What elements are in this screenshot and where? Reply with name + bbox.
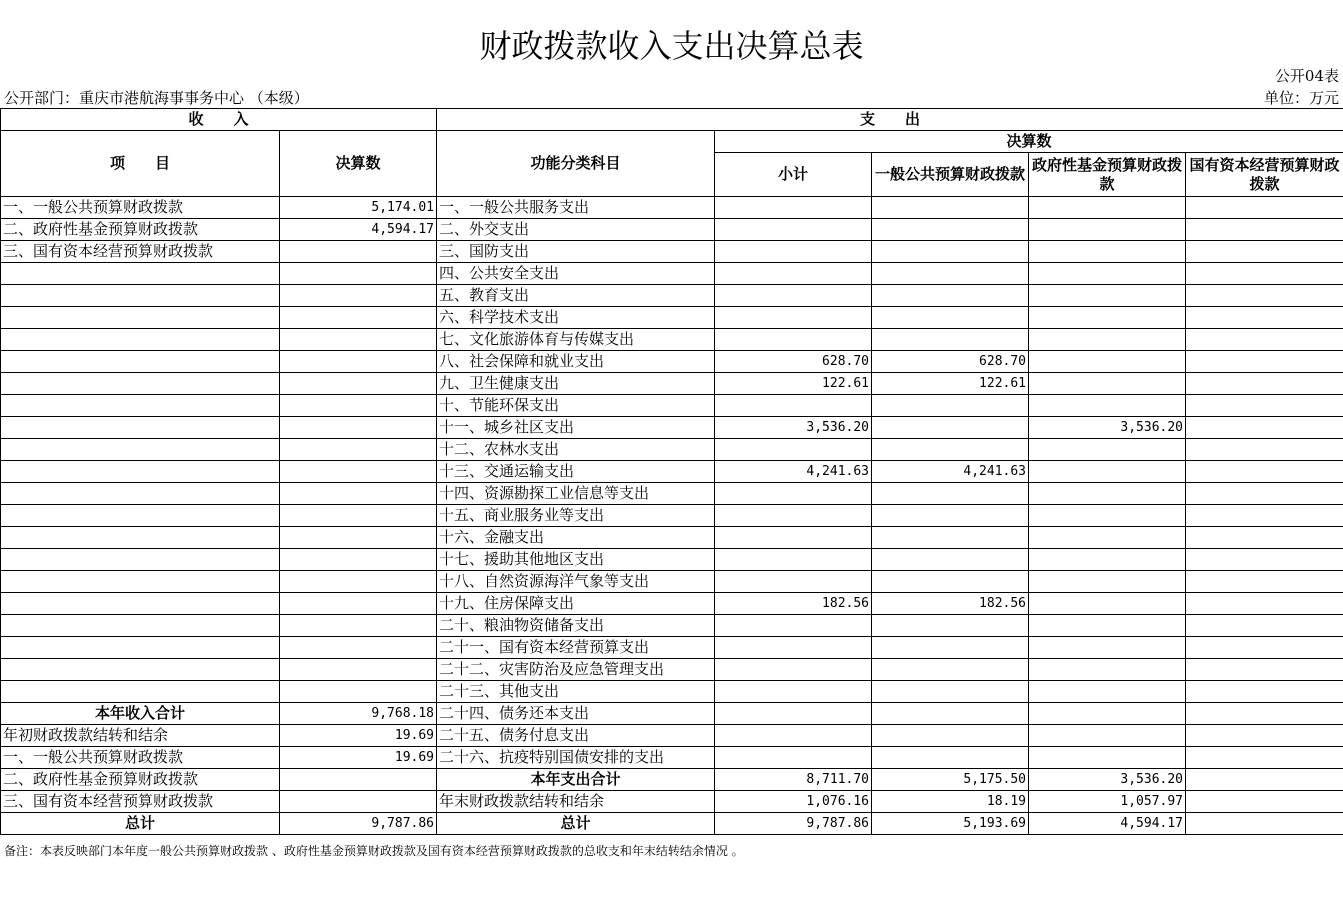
expense-item-cell: 二十五、债务付息支出 — [437, 725, 715, 747]
income-amount-cell — [280, 461, 437, 483]
gov-fund-cell — [1029, 593, 1186, 615]
income-amount-cell — [280, 483, 437, 505]
soe-capital-cell — [1186, 813, 1343, 835]
income-item-cell — [1, 307, 280, 329]
gov-fund-cell — [1029, 681, 1186, 703]
income-item-cell: 总计 — [1, 813, 280, 835]
income-item-cell — [1, 373, 280, 395]
general-budget-cell — [872, 285, 1029, 307]
income-item-cell — [1, 505, 280, 527]
table-row — [1, 483, 1343, 505]
expense-item-cell: 二十三、其他支出 — [437, 681, 715, 703]
table-row — [1, 791, 1343, 813]
gov-fund-cell — [1029, 725, 1186, 747]
gov-fund-cell — [1029, 439, 1186, 461]
gov-fund-cell — [1029, 285, 1186, 307]
subtotal-cell — [715, 703, 872, 725]
gov-fund-cell — [1029, 395, 1186, 417]
table-row — [1, 703, 1343, 725]
subtotal-cell — [715, 615, 872, 637]
income-amount-cell — [280, 439, 437, 461]
soe-capital-cell — [1186, 219, 1343, 241]
general-budget-cell — [872, 329, 1029, 351]
subtotal-cell: 1,076.16 — [715, 791, 872, 813]
soe-capital-cell — [1186, 395, 1343, 417]
general-budget-cell: 628.70 — [872, 351, 1029, 373]
income-item-cell: 一、一般公共预算财政拨款 — [1, 747, 280, 769]
expense-item-cell: 二十六、抗疫特别国债安排的支出 — [437, 747, 715, 769]
expense-item-cell: 十五、商业服务业等支出 — [437, 505, 715, 527]
subtotal-cell: 122.61 — [715, 373, 872, 395]
table-row — [1, 527, 1343, 549]
expense-item-cell: 十九、住房保障支出 — [437, 593, 715, 615]
table-row — [1, 263, 1343, 285]
general-budget-cell — [872, 483, 1029, 505]
general-budget-cell: 4,241.63 — [872, 461, 1029, 483]
gov-fund-cell — [1029, 703, 1186, 725]
soe-capital-header: 国有资本经营预算财政拨款 — [1186, 153, 1343, 197]
table-row — [1, 769, 1343, 791]
income-amount-cell: 5,174.01 — [280, 197, 437, 219]
income-amount-cell: 19.69 — [280, 725, 437, 747]
soe-capital-cell — [1186, 549, 1343, 571]
income-item-cell — [1, 461, 280, 483]
table-row — [1, 747, 1343, 769]
final-amount-header: 决算数 — [280, 131, 437, 197]
general-budget-cell — [872, 703, 1029, 725]
income-item-cell — [1, 659, 280, 681]
gov-fund-cell — [1029, 307, 1186, 329]
income-item-cell — [1, 329, 280, 351]
table-row — [1, 373, 1343, 395]
general-budget-header: 一般公共预算财政拨款 — [872, 153, 1029, 197]
income-amount-cell — [280, 549, 437, 571]
unit-label: 单位：万元 — [1263, 89, 1339, 107]
subtotal-cell: 628.70 — [715, 351, 872, 373]
soe-capital-cell — [1186, 615, 1343, 637]
subtotal-cell — [715, 659, 872, 681]
subtotal-cell: 182.56 — [715, 593, 872, 615]
gov-fund-cell — [1029, 637, 1186, 659]
item-header: 项 目 — [1, 131, 280, 197]
subtotal-cell — [715, 505, 872, 527]
soe-capital-cell — [1186, 329, 1343, 351]
general-budget-cell: 5,175.50 — [872, 769, 1029, 791]
general-budget-cell — [872, 615, 1029, 637]
subtotal-cell — [715, 527, 872, 549]
subtotal-cell — [715, 395, 872, 417]
income-amount-cell — [280, 615, 437, 637]
subtotal-cell — [715, 483, 872, 505]
expense-item-cell: 十一、城乡社区支出 — [437, 417, 715, 439]
gov-fund-cell — [1029, 329, 1186, 351]
expense-item-cell: 六、科学技术支出 — [437, 307, 715, 329]
soe-capital-cell — [1186, 417, 1343, 439]
income-amount-cell — [280, 285, 437, 307]
income-item-cell: 三、国有资本经营预算财政拨款 — [1, 791, 280, 813]
soe-capital-cell — [1186, 637, 1343, 659]
soe-capital-cell — [1186, 703, 1343, 725]
expense-item-cell: 十六、金融支出 — [437, 527, 715, 549]
income-item-cell — [1, 615, 280, 637]
general-budget-cell — [872, 681, 1029, 703]
soe-capital-cell — [1186, 241, 1343, 263]
income-item-cell — [1, 637, 280, 659]
expense-item-cell: 一、一般公共服务支出 — [437, 197, 715, 219]
income-amount-cell — [280, 505, 437, 527]
expense-item-cell: 九、卫生健康支出 — [437, 373, 715, 395]
gov-fund-cell: 3,536.20 — [1029, 769, 1186, 791]
gov-fund-cell: 3,536.20 — [1029, 417, 1186, 439]
subtotal-header: 小计 — [715, 153, 872, 197]
subtotal-cell — [715, 263, 872, 285]
soe-capital-cell — [1186, 197, 1343, 219]
table-row — [1, 197, 1343, 219]
form-code: 公开04表 — [1274, 67, 1339, 85]
final-amount-group-header: 决算数 — [715, 131, 1343, 153]
income-amount-cell: 4,594.17 — [280, 219, 437, 241]
expense-item-cell: 三、国防支出 — [437, 241, 715, 263]
function-category-header: 功能分类科目 — [437, 131, 715, 197]
general-budget-cell: 182.56 — [872, 593, 1029, 615]
general-budget-cell: 5,193.69 — [872, 813, 1029, 835]
income-amount-cell — [280, 373, 437, 395]
income-amount-cell — [280, 769, 437, 791]
expense-item-cell: 二十一、国有资本经营预算支出 — [437, 637, 715, 659]
table-row — [1, 505, 1343, 527]
gov-fund-cell — [1029, 571, 1186, 593]
table-row — [1, 329, 1343, 351]
general-budget-cell — [872, 395, 1029, 417]
income-amount-cell — [280, 637, 437, 659]
table-row — [1, 681, 1343, 703]
general-budget-cell: 18.19 — [872, 791, 1029, 813]
expense-item-cell: 总计 — [437, 813, 715, 835]
soe-capital-cell — [1186, 483, 1343, 505]
table-row — [1, 659, 1343, 681]
soe-capital-cell — [1186, 505, 1343, 527]
gov-fund-cell — [1029, 351, 1186, 373]
gov-fund-cell — [1029, 483, 1186, 505]
subtotal-cell — [715, 439, 872, 461]
income-item-cell — [1, 351, 280, 373]
general-budget-cell — [872, 505, 1029, 527]
gov-fund-cell — [1029, 615, 1186, 637]
table-row — [1, 241, 1343, 263]
income-item-cell — [1, 263, 280, 285]
general-budget-cell — [872, 549, 1029, 571]
table-row — [1, 461, 1343, 483]
gov-fund-cell — [1029, 747, 1186, 769]
income-item-cell: 一、一般公共预算财政拨款 — [1, 197, 280, 219]
income-amount-cell: 9,787.86 — [280, 813, 437, 835]
general-budget-cell — [872, 307, 1029, 329]
income-header: 收 入 — [1, 109, 437, 131]
table-row — [1, 813, 1343, 835]
income-amount-cell — [280, 395, 437, 417]
subtotal-cell — [715, 329, 872, 351]
soe-capital-cell — [1186, 373, 1343, 395]
soe-capital-cell — [1186, 351, 1343, 373]
expense-item-cell: 十七、援助其他地区支出 — [437, 549, 715, 571]
subtotal-cell — [715, 681, 872, 703]
soe-capital-cell — [1186, 769, 1343, 791]
expense-item-cell: 本年支出合计 — [437, 769, 715, 791]
income-item-cell — [1, 571, 280, 593]
subtotal-cell — [715, 219, 872, 241]
table-row — [1, 549, 1343, 571]
table-row — [1, 395, 1343, 417]
soe-capital-cell — [1186, 791, 1343, 813]
general-budget-cell — [872, 725, 1029, 747]
income-amount-cell — [280, 571, 437, 593]
expense-item-cell: 十三、交通运输支出 — [437, 461, 715, 483]
general-budget-cell — [872, 747, 1029, 769]
expense-item-cell: 年末财政拨款结转和结余 — [437, 791, 715, 813]
table-row — [1, 593, 1343, 615]
gov-fund-cell — [1029, 527, 1186, 549]
income-item-cell — [1, 681, 280, 703]
gov-fund-cell — [1029, 263, 1186, 285]
department-label: 公开部门：重庆市港航海事事务中心 （本级） — [4, 89, 309, 107]
gov-fund-cell — [1029, 549, 1186, 571]
expense-item-cell: 二十、粮油物资储备支出 — [437, 615, 715, 637]
general-budget-cell — [872, 417, 1029, 439]
gov-fund-cell — [1029, 461, 1186, 483]
income-item-cell — [1, 483, 280, 505]
income-item-cell — [1, 593, 280, 615]
soe-capital-cell — [1186, 571, 1343, 593]
subtotal-cell — [715, 241, 872, 263]
gov-fund-cell — [1029, 219, 1186, 241]
income-amount-cell — [280, 241, 437, 263]
table-row — [1, 417, 1343, 439]
income-item-cell: 二、政府性基金预算财政拨款 — [1, 219, 280, 241]
expense-item-cell: 四、公共安全支出 — [437, 263, 715, 285]
appropriation-table — [0, 108, 1343, 835]
income-item-cell — [1, 395, 280, 417]
expense-item-cell: 十二、农林水支出 — [437, 439, 715, 461]
general-budget-cell — [872, 439, 1029, 461]
subtotal-cell — [715, 725, 872, 747]
income-amount-cell — [280, 307, 437, 329]
expense-item-cell: 二十四、债务还本支出 — [437, 703, 715, 725]
soe-capital-cell — [1186, 263, 1343, 285]
footnote: 备注：本表反映部门本年度一般公共预算财政拨款 、政府性基金预算财政拨款及国有资本经营预算财政拨款的总收支和年末结转结余情况 。 — [4, 844, 744, 858]
subtotal-cell: 4,241.63 — [715, 461, 872, 483]
gov-fund-cell — [1029, 373, 1186, 395]
income-amount-cell — [280, 351, 437, 373]
expense-item-cell: 五、教育支出 — [437, 285, 715, 307]
soe-capital-cell — [1186, 659, 1343, 681]
subtotal-cell — [715, 307, 872, 329]
income-item-cell — [1, 549, 280, 571]
expense-item-cell: 二十二、灾害防治及应急管理支出 — [437, 659, 715, 681]
general-budget-cell — [872, 637, 1029, 659]
income-item-cell: 三、国有资本经营预算财政拨款 — [1, 241, 280, 263]
income-item-cell — [1, 417, 280, 439]
gov-fund-cell — [1029, 197, 1186, 219]
expense-item-cell: 十、节能环保支出 — [437, 395, 715, 417]
table-row — [1, 439, 1343, 461]
income-item-cell — [1, 439, 280, 461]
table-row — [1, 615, 1343, 637]
table-row — [1, 307, 1343, 329]
subtotal-cell — [715, 747, 872, 769]
income-item-cell: 本年收入合计 — [1, 703, 280, 725]
general-budget-cell — [872, 219, 1029, 241]
income-item-cell — [1, 527, 280, 549]
expense-header: 支 出 — [437, 109, 1343, 131]
income-amount-cell — [280, 791, 437, 813]
soe-capital-cell — [1186, 461, 1343, 483]
soe-capital-cell — [1186, 725, 1343, 747]
expense-item-cell: 八、社会保障和就业支出 — [437, 351, 715, 373]
income-amount-cell — [280, 329, 437, 351]
subtotal-cell — [715, 549, 872, 571]
income-amount-cell — [280, 681, 437, 703]
general-budget-cell — [872, 263, 1029, 285]
soe-capital-cell — [1186, 593, 1343, 615]
table-row — [1, 351, 1343, 373]
general-budget-cell — [872, 241, 1029, 263]
gov-fund-header: 政府性基金预算财政拨款 — [1029, 153, 1186, 197]
soe-capital-cell — [1186, 285, 1343, 307]
soe-capital-cell — [1186, 747, 1343, 769]
income-amount-cell: 9,768.18 — [280, 703, 437, 725]
general-budget-cell — [872, 527, 1029, 549]
income-amount-cell — [280, 659, 437, 681]
page-title: 财政拨款收入支出决算总表 — [479, 27, 864, 65]
expense-item-cell: 十八、自然资源海洋气象等支出 — [437, 571, 715, 593]
general-budget-cell — [872, 659, 1029, 681]
subtotal-cell — [715, 637, 872, 659]
subtotal-cell — [715, 571, 872, 593]
subtotal-cell: 8,711.70 — [715, 769, 872, 791]
income-amount-cell — [280, 527, 437, 549]
gov-fund-cell: 1,057.97 — [1029, 791, 1186, 813]
income-amount-cell — [280, 263, 437, 285]
gov-fund-cell — [1029, 659, 1186, 681]
income-amount-cell — [280, 593, 437, 615]
income-item-cell: 年初财政拨款结转和结余 — [1, 725, 280, 747]
expense-item-cell: 七、文化旅游体育与传媒支出 — [437, 329, 715, 351]
income-item-cell: 二、政府性基金预算财政拨款 — [1, 769, 280, 791]
subtotal-cell: 3,536.20 — [715, 417, 872, 439]
expense-item-cell: 二、外交支出 — [437, 219, 715, 241]
gov-fund-cell — [1029, 241, 1186, 263]
table-row — [1, 637, 1343, 659]
subtotal-cell — [715, 197, 872, 219]
gov-fund-cell — [1029, 505, 1186, 527]
general-budget-cell — [872, 571, 1029, 593]
soe-capital-cell — [1186, 527, 1343, 549]
table-row — [1, 219, 1343, 241]
table-row — [1, 571, 1343, 593]
income-amount-cell: 19.69 — [280, 747, 437, 769]
general-budget-cell: 122.61 — [872, 373, 1029, 395]
subtotal-cell — [715, 285, 872, 307]
soe-capital-cell — [1186, 681, 1343, 703]
table-row — [1, 725, 1343, 747]
soe-capital-cell — [1186, 307, 1343, 329]
general-budget-cell — [872, 197, 1029, 219]
income-item-cell — [1, 285, 280, 307]
gov-fund-cell: 4,594.17 — [1029, 813, 1186, 835]
income-amount-cell — [280, 417, 437, 439]
table-row — [1, 285, 1343, 307]
expense-item-cell: 十四、资源勘探工业信息等支出 — [437, 483, 715, 505]
subtotal-cell: 9,787.86 — [715, 813, 872, 835]
soe-capital-cell — [1186, 439, 1343, 461]
